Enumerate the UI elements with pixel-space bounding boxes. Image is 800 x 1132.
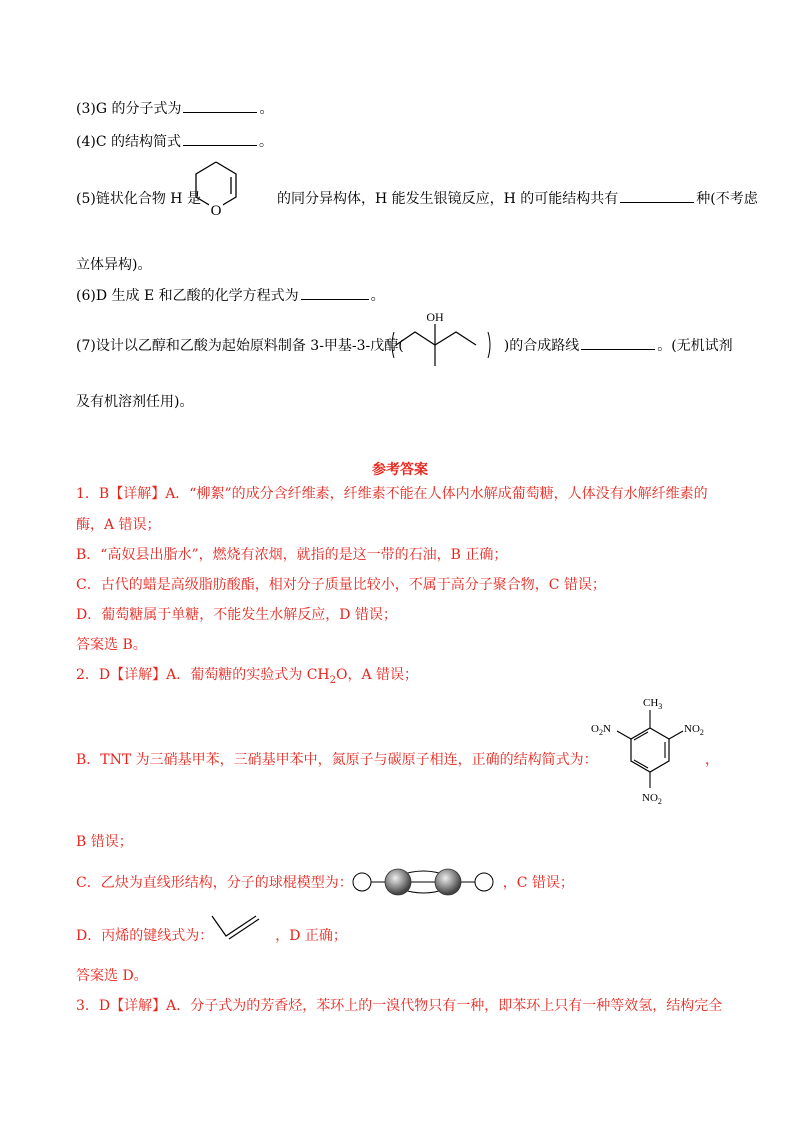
question-5-continued: 立体异构)。 — [76, 257, 152, 273]
answer-1-b: B．“高奴县出脂水”，燃烧有浓烟，就指的是这一带的石油，B 正确； — [76, 547, 508, 563]
q6-text: (6)D 生成 E 和乙酸的化学方程式为 — [76, 288, 299, 304]
question-4: (4)C 的结构简式 。 — [76, 131, 273, 152]
q4-answer-blank — [183, 131, 257, 146]
q7-text-part2: )的合成路线 — [503, 338, 580, 354]
oh-label: OH — [426, 310, 444, 324]
answer-1-c: C．古代的蜡是高级脂肪酸酯，相对分子质量比较小，不属于高分子聚合物，C 错误； — [76, 577, 606, 593]
answer-3-line1: 3．D【详解】A．分子式为的芳香烃，苯环上的一溴代物只有一种，即苯环上只有一种等效氢，结构完全 — [76, 998, 723, 1014]
answer-1-d: D．葡萄糖属于单糖，不能发生水解反应，D 错误； — [76, 607, 397, 623]
q3-answer-blank — [183, 98, 257, 113]
q7-text-part1: (7)设计以乙醇和乙酸为起始原料制备 3-甲基-3-戊醇( — [76, 338, 404, 354]
answer-2-conclusion: 答案选 D。 — [76, 968, 148, 984]
dihydropyran-structure — [185, 158, 265, 228]
question-6: (6)D 生成 E 和乙酸的化学方程式为 。 — [76, 285, 385, 306]
answer-2-b: B．TNT 为三硝基甲苯，三硝基甲苯中，氮原子与碳原子相连，正确的结构简式为： — [76, 752, 598, 768]
question-5 — [76, 188, 758, 209]
3-methyl-3-pentanol-structure — [390, 308, 500, 368]
question-3: (3)G 的分子式为 。 — [76, 98, 273, 119]
q5-answer-blank — [620, 188, 694, 203]
q4-text: (4)C 的结构简式 — [76, 134, 181, 150]
q5-text-part2: 的同分异构体，H 能发生银镜反应，H 的可能结构共有 — [276, 191, 619, 207]
q7-answer-blank — [581, 335, 655, 350]
ring-oxygen-label: O — [210, 203, 222, 219]
tnt-no2-bottom-label: $NO_2$ — [642, 792, 662, 806]
answer-1-line1: 1．B【详解】A．“柳絮”的成分含纤维素，纤维素不能在人体内水解成葡萄糖，人体没有水解纤维素的 — [76, 486, 708, 502]
answer-2-line1: 2．D【详解】A．葡萄糖的实验式为 $CH_2O$，A 错误； — [76, 667, 419, 686]
propene-skeletal-structure — [208, 908, 268, 944]
answers-title: 参考答案 — [372, 462, 428, 478]
tnt-no2-right-label: $NO_2$ — [684, 723, 704, 737]
question-7-continued: 及有机溶剂任用)。 — [76, 394, 194, 410]
tnt-ch3-label: $CH_3$ — [643, 697, 663, 711]
q5-text-part3: 种(不考虑 — [696, 191, 758, 207]
answer-2-b-wrong: B 错误； — [76, 834, 133, 850]
answer-1-line2: 酶，A 错误； — [76, 517, 161, 533]
answer-2-b-comma: ， — [705, 752, 719, 768]
answer-1-conclusion: 答案选 B。 — [76, 637, 147, 653]
tnt-structure — [585, 688, 725, 818]
tnt-o2n-left-label: $O_2N$ — [591, 723, 611, 737]
acetylene-ball-stick-model — [350, 864, 500, 900]
q6-answer-blank — [301, 285, 369, 300]
answer-2-c: C．乙炔为直线形结构，分子的球棍模型为： ，C 错误； — [76, 875, 574, 891]
q5-text-part1: (5)链状化合物 H 是 — [76, 191, 201, 207]
answer-2-d: D．丙烯的键线式为： ，D 正确； — [76, 928, 347, 944]
q3-text: (3)G 的分子式为 — [76, 101, 182, 117]
q7-text-part3: 。(无机试剂 — [657, 338, 733, 354]
